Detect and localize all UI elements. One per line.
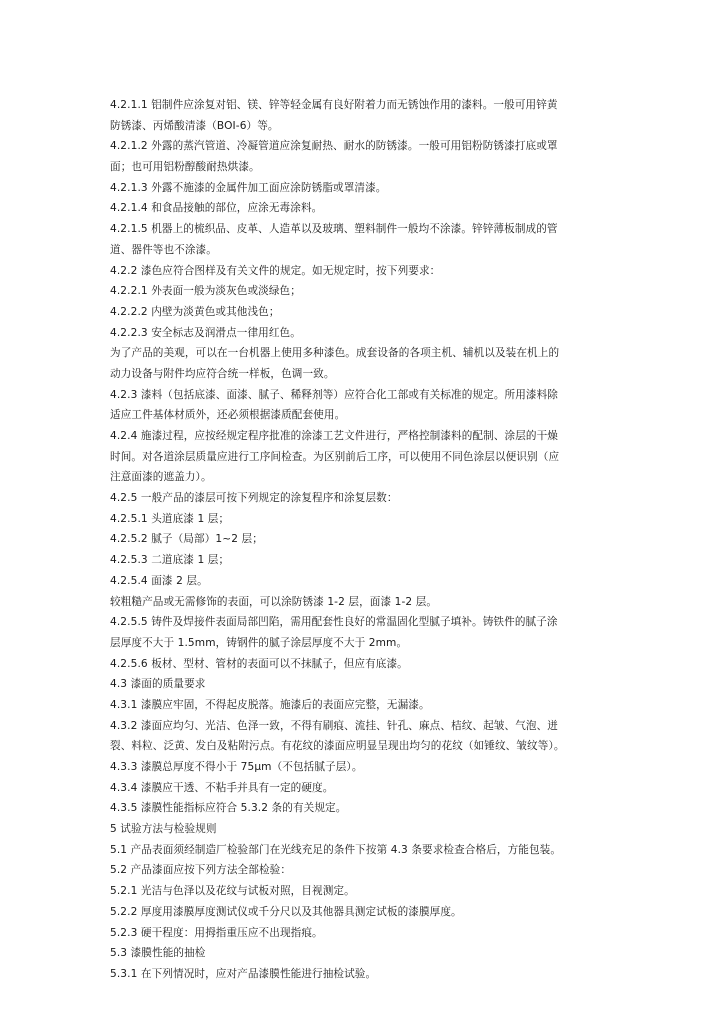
text-line: 4.3.3 漆膜总厚度不得小于 75μm（不包括腻子层）。 <box>110 761 363 773</box>
text-line: 防锈漆、丙烯酸清漆（BOI-6）等。 <box>110 119 279 132</box>
text-line: 4.2.5.2 腻子（局部）1~2 层； <box>110 533 263 546</box>
text-line: 4.2.1.2 外露的蒸汽管道、冷凝管道应涂复耐热、耐水的防锈漆。一般可用铝粉防锈漆打底或罩 <box>110 140 558 153</box>
text-line: 4.2.1.5 机器上的梳织品、皮革、人造革以及玻璃、塑料制件一般均不涂漆。锌锌薄板制成的管 <box>110 223 558 236</box>
text-line: 5.2.1 光洁与色泽以及花纹与试板对照，目视测定。 <box>110 885 355 898</box>
text-line: 4.2.2 漆色应符合图样及有关文件的规定。如无规定时，按下列要求： <box>110 264 441 277</box>
text-line: 5.2 产品漆面应按下列方法全部检验： <box>110 864 292 877</box>
text-line: 4.2.1.1 铝制件应涂复对铝、镁、锌等轻金属有良好附着力而无锈蚀作用的漆料。一般可用锌黄 <box>110 99 558 111</box>
text-line: 4.2.5.3 二道底漆 1 层； <box>110 554 230 567</box>
text-line: 4.2.5 一般产品的漆层可按下列规定的涂复程序和涂复层数： <box>110 492 398 505</box>
text-line: 4.3 漆面的质量要求 <box>110 678 206 691</box>
text-line: 4.2.5.6 板材、型材、管材的表面可以不抹腻子，但应有底漆。 <box>110 657 408 670</box>
text-line: 4.3.5 漆膜性能指标应符合 5.3.2 条的有关规定。 <box>110 802 347 815</box>
text-line: 4.2.2.1 外表面一般为淡灰色或淡绿色； <box>110 285 301 298</box>
document-body <box>110 95 620 985</box>
text-line: 层厚度不大于 1.5mm，铸钢件的腻子涂层厚度不大于 2mm。 <box>110 636 408 649</box>
text-line: 4.2.1.4 和食品接触的部位，应涂无毒涂料。 <box>110 202 323 215</box>
text-line: 道、器件等也不涂漆。 <box>110 243 217 256</box>
text-line: 适应工件基体材质外，还必须根据漆质配套使用。 <box>110 409 346 422</box>
text-line: 4.2.1.3 外露不施漆的金属件加工面应涂防锈脂或罩清漆。 <box>110 181 387 194</box>
text-line: 较粗糙产品或无需修饰的表面，可以涂防锈漆 1-2 层，面漆 1-2 层。 <box>110 595 438 608</box>
text-line: 5 试验方法与检验规则 <box>110 823 217 836</box>
text-line: 4.3.2 漆面应均匀、光洁、色泽一致，不得有刷痕、流挂、针孔、麻点、桔纹、起皱、气泡、迸 <box>110 719 558 732</box>
text-line: 5.3.1 在下列情况时，应对产品漆膜性能进行抽检试验。 <box>110 967 377 980</box>
text-line: 动力设备与附件均应符合统一样板，色调一致。 <box>110 367 335 380</box>
text-line: 5.1 产品表面须经制造厂检验部门在光线充足的条件下按第 4.3 条要求检查合格后，方能包装。 <box>110 843 562 856</box>
text-line: 注意面漆的遮盖力）。 <box>110 471 212 484</box>
text-line: 4.2.5.1 头道底漆 1 层； <box>110 512 230 525</box>
text-line: 4.2.5.4 面漆 2 层。 <box>110 574 208 587</box>
text-line: 为了产品的美观，可以在一台机器上使用多种漆色。成套设备的各项主机、辅机以及装在机上的 <box>110 347 560 360</box>
text-line: 4.3.4 漆膜应干透、不粘手并具有一定的硬度。 <box>110 781 334 794</box>
text-line: 4.2.2.2 内壁为淡黄色或其他浅色； <box>110 305 280 318</box>
text-line: 4.3.1 漆膜应牢固，不得起皮脱落。施漆后的表面应完整，无漏漆。 <box>110 698 430 711</box>
text-line: 4.2.3 漆料（包括底漆、面漆、腻子、稀释剂等）应符合化工部或有关标准的规定。所用漆料除 <box>110 388 558 401</box>
text-line: 4.2.4 施漆过程，应按经规定程序批准的涂漆工艺文件进行，严格控制漆料的配制、涂层的干燥 <box>110 430 558 442</box>
text-line: 面；也可用铝粉醇酸耐热烘漆。 <box>110 161 260 174</box>
text-line: 5.3 漆膜性能的抽检 <box>110 947 206 960</box>
text-line: 5.2.2 厚度用漆膜厚度测试仪或千分尺以及其他器具测定试板的漆膜厚度。 <box>110 905 462 918</box>
text-line: 时间。对各道涂层质量应进行工序间检查。为区别前后工序，可以使用不同色涂层以便识别（应 <box>110 450 560 463</box>
text-line: 4.2.5.5 铸件及焊接件表面局部凹陷，需用配套性良好的常温固化型腻子填补。铸铁件的腻子涂 <box>110 616 558 629</box>
text-line: 5.2.3 硬干程度：用拇指重压应不出现指痕。 <box>110 926 323 939</box>
text-line: 4.2.2.3 安全标志及润滑点一律用红色。 <box>110 326 301 339</box>
text-line: 裂、料粒、泛黄、发白及粘附污点。有花纹的漆面应明显呈现出均匀的花纹（如锤纹、皱纹等）。 <box>110 740 565 753</box>
